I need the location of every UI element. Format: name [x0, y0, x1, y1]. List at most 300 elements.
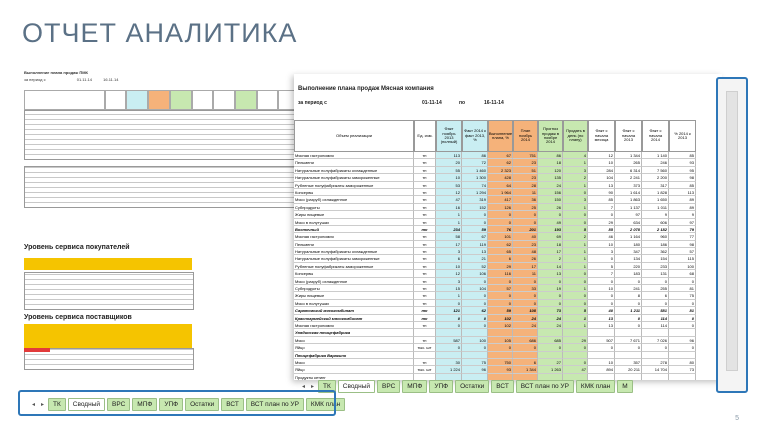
table-cell[interactable]: тн [414, 292, 436, 299]
table-cell[interactable]: 19 [538, 285, 563, 292]
table-cell[interactable]: 40 [588, 307, 615, 314]
table-cell[interactable]: 126 [488, 204, 513, 211]
table-cell[interactable]: тн [414, 255, 436, 262]
table-cell[interactable] [615, 352, 642, 359]
table-cell[interactable]: 51 [513, 167, 538, 174]
table-cell[interactable]: 606 [642, 219, 669, 226]
sheet-tab[interactable]: Остатки [455, 380, 489, 393]
table-cell[interactable]: 53 [436, 182, 462, 189]
table-cell[interactable]: 65 [488, 248, 513, 255]
row-label[interactable]: Мясо в полутушах [294, 300, 414, 307]
row-label[interactable]: Увядинская птицефабрика [294, 329, 414, 336]
sheet-nav-arrow[interactable]: ◂ [301, 384, 305, 390]
table-cell[interactable]: 135 [538, 174, 563, 181]
table-cell[interactable]: 1 [563, 322, 588, 329]
table-cell[interactable]: 57 [488, 285, 513, 292]
table-cell[interactable]: 0 [436, 315, 462, 322]
table-cell[interactable] [563, 352, 588, 359]
table-cell[interactable]: 6 [513, 359, 538, 366]
table-cell[interactable] [513, 329, 538, 336]
table-cell[interactable]: 13 [588, 182, 615, 189]
table-cell[interactable]: 507 [588, 337, 615, 344]
row-label[interactable]: Продукты кетинг [294, 374, 414, 380]
table-cell[interactable]: 0 [615, 300, 642, 307]
table-cell[interactable]: 75 [669, 292, 696, 299]
table-cell[interactable]: 0 [488, 278, 513, 285]
table-cell[interactable]: 0 [615, 278, 642, 285]
sheet-tab[interactable]: ТК [48, 398, 66, 411]
table-cell[interactable]: тн [414, 219, 436, 226]
table-cell[interactable]: 319 [462, 196, 488, 203]
table-cell[interactable]: 234 [436, 226, 462, 233]
row-label[interactable]: Субпродукты [294, 204, 414, 211]
row-label[interactable]: Жиры пищевые [294, 292, 414, 299]
table-cell[interactable]: 26 [513, 255, 538, 262]
table-cell[interactable]: 29 [588, 219, 615, 226]
table-cell[interactable]: 0 [563, 344, 588, 351]
table-cell[interactable]: 2 [538, 255, 563, 262]
table-cell[interactable]: 72 [462, 159, 488, 166]
table-cell[interactable]: 113 [436, 152, 462, 159]
sheet-tab[interactable]: М [617, 380, 632, 393]
row-label[interactable]: Красноармейский мясокомбинат [294, 315, 414, 322]
table-cell[interactable] [513, 352, 538, 359]
table-cell[interactable]: тн [414, 307, 436, 314]
row-label[interactable]: Мясная гастрономия [294, 322, 414, 329]
table-cell[interactable]: 6 314 [615, 167, 642, 174]
table-cell[interactable]: 750 [488, 359, 513, 366]
table-cell[interactable]: 180 [615, 241, 642, 248]
table-cell[interactable]: тн [414, 337, 436, 344]
table-cell[interactable]: 14 704 [642, 366, 669, 373]
table-cell[interactable]: 16 [436, 204, 462, 211]
table-cell[interactable]: 76 [488, 226, 513, 233]
table-cell[interactable]: 1 [436, 219, 462, 226]
row-label[interactable]: Натуральные полуфабрикаты охлажденные [294, 167, 414, 174]
table-cell[interactable]: 67 [488, 152, 513, 159]
table-cell[interactable]: 85 [588, 196, 615, 203]
table-cell[interactable]: 0 [488, 344, 513, 351]
table-cell[interactable]: 1 300 [462, 174, 488, 181]
table-cell[interactable]: 7 [588, 270, 615, 277]
table-cell[interactable]: 64 [488, 182, 513, 189]
table-cell[interactable]: 102 [488, 322, 513, 329]
table-cell[interactable]: 265 [615, 159, 642, 166]
table-cell[interactable]: 0 [615, 344, 642, 351]
sheet-tab[interactable]: ВРС [107, 398, 130, 411]
table-cell[interactable]: тн [414, 189, 436, 196]
table-cell[interactable]: 80 [669, 359, 696, 366]
table-cell[interactable]: 115 [669, 255, 696, 262]
table-cell[interactable]: 10 [588, 159, 615, 166]
row-label[interactable]: Рубленые полуфабрикаты замороженные [294, 182, 414, 189]
table-cell[interactable]: 0 [588, 300, 615, 307]
table-cell[interactable]: 1 344 [513, 366, 538, 373]
sheet-tab[interactable]: УПФ [159, 398, 183, 411]
table-cell[interactable]: 1 [563, 285, 588, 292]
table-cell[interactable]: 0 [462, 300, 488, 307]
table-cell[interactable]: тн [414, 196, 436, 203]
row-label[interactable]: Восточный [294, 226, 414, 233]
table-cell[interactable]: 0 [488, 211, 513, 218]
table-cell[interactable]: 1 [436, 211, 462, 218]
table-cell[interactable]: 89 [669, 196, 696, 203]
table-cell[interactable] [436, 329, 462, 336]
table-cell[interactable]: 686 [513, 337, 538, 344]
table-cell[interactable]: 1 [563, 204, 588, 211]
table-cell[interactable]: 20 211 [615, 366, 642, 373]
table-cell[interactable]: 1 460 [462, 167, 488, 174]
table-cell[interactable]: 79 [669, 226, 696, 233]
table-cell[interactable]: 0 [436, 322, 462, 329]
table-cell[interactable]: тн [414, 322, 436, 329]
table-cell[interactable]: 246 [642, 159, 669, 166]
table-cell[interactable]: 105 [488, 337, 513, 344]
table-cell[interactable]: 30 [436, 359, 462, 366]
row-label[interactable]: Мясная гастрономия [294, 152, 414, 159]
table-cell[interactable]: 73 [538, 307, 563, 314]
table-cell[interactable]: 85 [588, 226, 615, 233]
table-cell[interactable]: 1 140 [642, 152, 669, 159]
table-cell[interactable]: 17 [436, 241, 462, 248]
table-cell[interactable] [414, 329, 436, 336]
table-cell[interactable]: 152 [462, 204, 488, 211]
table-cell[interactable]: 98 [669, 174, 696, 181]
table-cell[interactable]: 47 [563, 366, 588, 373]
table-cell[interactable]: 1 011 [642, 204, 669, 211]
table-cell[interactable]: 12 [436, 189, 462, 196]
row-label[interactable]: Яйцо [294, 366, 414, 373]
table-cell[interactable]: 23 [513, 174, 538, 181]
table-cell[interactable]: 0 [563, 292, 588, 299]
table-cell[interactable]: 26 [538, 204, 563, 211]
table-cell[interactable]: 23 [513, 241, 538, 248]
table-cell[interactable] [538, 352, 563, 359]
table-cell[interactable]: 55 [436, 167, 462, 174]
table-cell[interactable]: 347 [615, 248, 642, 255]
table-cell[interactable]: 0 [462, 322, 488, 329]
table-cell[interactable]: 0 [563, 359, 588, 366]
table-cell[interactable] [488, 329, 513, 336]
table-cell[interactable]: 0 [538, 344, 563, 351]
table-cell[interactable]: 97 [615, 211, 642, 218]
table-cell[interactable] [588, 352, 615, 359]
table-cell[interactable]: 11 [513, 189, 538, 196]
table-cell[interactable]: 49 [538, 219, 563, 226]
table-cell[interactable]: 1 863 [615, 196, 642, 203]
table-cell[interactable]: 2 [563, 233, 588, 240]
table-cell[interactable]: 0 [436, 300, 462, 307]
table-cell[interactable]: 5 [588, 263, 615, 270]
table-cell[interactable]: 116 [488, 270, 513, 277]
row-label[interactable]: Мясо в полутушах [294, 219, 414, 226]
table-cell[interactable]: 0 [563, 300, 588, 307]
table-cell[interactable]: 14 [538, 263, 563, 270]
table-cell[interactable]: 0 [538, 278, 563, 285]
table-cell[interactable]: тн [414, 248, 436, 255]
table-cell[interactable]: 73 [669, 366, 696, 373]
row-label[interactable]: Субпродукты [294, 285, 414, 292]
table-cell[interactable] [436, 352, 462, 359]
table-cell[interactable]: 1 [436, 292, 462, 299]
table-cell[interactable]: 120 [538, 167, 563, 174]
table-cell[interactable]: 20 [436, 159, 462, 166]
table-cell[interactable]: 59 [488, 307, 513, 314]
sheet-tab[interactable]: МПФ [402, 380, 427, 393]
table-cell[interactable]: тыс. шт [414, 366, 436, 373]
table-cell[interactable]: 183 [615, 270, 642, 277]
table-cell[interactable]: 7 026 [642, 337, 669, 344]
sheet-tab[interactable]: КМК план [306, 398, 345, 411]
sheet-tab[interactable]: ТК [318, 380, 336, 393]
table-cell[interactable]: 0 [588, 292, 615, 299]
table-cell[interactable]: 46 [588, 233, 615, 240]
table-cell[interactable]: 57 [669, 248, 696, 255]
table-cell[interactable]: 284 [588, 167, 615, 174]
table-cell[interactable]: 15 [436, 285, 462, 292]
table-cell[interactable]: тн [414, 152, 436, 159]
table-cell[interactable]: 77 [669, 233, 696, 240]
table-cell[interactable]: 1 [563, 241, 588, 248]
table-cell[interactable]: 0 [642, 344, 669, 351]
table-cell[interactable]: 6 [642, 292, 669, 299]
row-label[interactable]: Консервы [294, 189, 414, 196]
table-cell[interactable]: 24 [513, 315, 538, 322]
table-cell[interactable]: 11 [513, 270, 538, 277]
table-cell[interactable]: 17 [513, 263, 538, 270]
table-cell[interactable]: 3 [436, 278, 462, 285]
sheet-tab[interactable]: ВСТ [221, 398, 244, 411]
table-cell[interactable] [642, 352, 669, 359]
table-cell[interactable]: 1 224 [436, 366, 462, 373]
table-cell[interactable]: тн [414, 211, 436, 218]
table-cell[interactable]: 0 [563, 270, 588, 277]
table-cell[interactable]: 58 [436, 233, 462, 240]
table-cell[interactable]: 201 [513, 226, 538, 233]
table-cell[interactable]: 90 [588, 189, 615, 196]
table-cell[interactable]: 0 [642, 278, 669, 285]
table-cell[interactable]: 75 [462, 359, 488, 366]
row-label[interactable]: Натуральные полуфабрикаты замороженные [294, 174, 414, 181]
table-cell[interactable]: 0 [513, 211, 538, 218]
table-cell[interactable]: 428 [488, 174, 513, 181]
table-cell[interactable]: тн [414, 359, 436, 366]
table-cell[interactable]: 0 [538, 211, 563, 218]
table-cell[interactable]: 24 [513, 322, 538, 329]
table-cell[interactable]: 96 [462, 366, 488, 373]
table-cell[interactable]: 9 [669, 211, 696, 218]
sheet-tab[interactable]: КМК план [576, 380, 615, 393]
table-cell[interactable]: 1 263 [538, 366, 563, 373]
table-cell[interactable]: 6 [488, 255, 513, 262]
table-cell[interactable]: 1 964 [488, 189, 513, 196]
table-cell[interactable]: 2 241 [615, 174, 642, 181]
table-cell[interactable]: тн [414, 241, 436, 248]
table-cell[interactable]: 685 [538, 337, 563, 344]
table-cell[interactable]: 0 [563, 278, 588, 285]
table-cell[interactable]: 33 [513, 285, 538, 292]
table-cell[interactable] [642, 329, 669, 336]
table-cell[interactable]: 150 [538, 196, 563, 203]
table-cell[interactable]: тн [414, 315, 436, 322]
table-cell[interactable]: 2 182 [642, 226, 669, 233]
table-cell[interactable]: 193 [538, 226, 563, 233]
sheet-tab[interactable]: ВСТ [491, 380, 514, 393]
table-cell[interactable]: 7 671 [615, 337, 642, 344]
table-cell[interactable]: тн [414, 300, 436, 307]
row-label[interactable]: Натуральные полуфабрикаты охлажденные [294, 248, 414, 255]
table-cell[interactable]: 5 [563, 307, 588, 314]
table-cell[interactable]: 13 [462, 248, 488, 255]
table-cell[interactable]: 5 [563, 226, 588, 233]
table-cell[interactable]: 241 [615, 285, 642, 292]
table-cell[interactable]: 373 [615, 182, 642, 189]
table-cell[interactable]: 0 [488, 292, 513, 299]
table-cell[interactable]: 255 [642, 285, 669, 292]
table-cell[interactable]: 48 [513, 248, 538, 255]
table-cell[interactable]: 0 [436, 344, 462, 351]
table-cell[interactable]: 317 [642, 182, 669, 189]
table-cell[interactable]: 7 560 [642, 167, 669, 174]
table-cell[interactable]: 102 [488, 315, 513, 322]
table-cell[interactable]: 362 [642, 248, 669, 255]
table-cell[interactable]: 108 [513, 307, 538, 314]
table-cell[interactable]: 0 [669, 315, 696, 322]
table-cell[interactable]: 28 [513, 182, 538, 189]
table-cell[interactable]: 634 [615, 219, 642, 226]
table-cell[interactable]: 357 [615, 359, 642, 366]
table-cell[interactable]: 97 [669, 219, 696, 226]
row-label[interactable]: Мясо [294, 359, 414, 366]
table-cell[interactable]: 93 [488, 366, 513, 373]
row-label[interactable]: Пельмени [294, 159, 414, 166]
row-label[interactable]: Мясо [294, 337, 414, 344]
table-cell[interactable]: 0 [462, 344, 488, 351]
table-cell[interactable]: 233 [642, 263, 669, 270]
table-cell[interactable]: 1 [563, 182, 588, 189]
table-cell[interactable] [669, 329, 696, 336]
table-cell[interactable]: 121 [436, 307, 462, 314]
table-cell[interactable]: 751 [513, 152, 538, 159]
sheet-tab[interactable]: Сводный [338, 380, 375, 393]
sheet-nav-arrow[interactable]: ▸ [40, 402, 44, 408]
table-cell[interactable]: 104 [462, 285, 488, 292]
table-cell[interactable]: тн [414, 159, 436, 166]
table-cell[interactable]: тн [414, 263, 436, 270]
table-cell[interactable]: 186 [642, 241, 669, 248]
table-cell[interactable]: 0 [462, 315, 488, 322]
table-cell[interactable] [538, 329, 563, 336]
table-cell[interactable]: 93 [669, 159, 696, 166]
table-cell[interactable]: 74 [462, 182, 488, 189]
table-cell[interactable]: 23 [513, 159, 538, 166]
table-cell[interactable]: 100 [669, 263, 696, 270]
table-cell[interactable]: 3 [436, 248, 462, 255]
table-cell[interactable]: 119 [462, 241, 488, 248]
table-cell[interactable]: 1 [563, 248, 588, 255]
row-label[interactable]: Натуральные полуфабрикаты замороженные [294, 255, 414, 262]
table-cell[interactable] [414, 352, 436, 359]
sheet-tab[interactable]: ВСТ план по УР [516, 380, 574, 393]
table-cell[interactable]: 24 [538, 182, 563, 189]
table-cell[interactable]: 0 [588, 255, 615, 262]
row-label[interactable]: Птицефабрика Варакино [294, 352, 414, 359]
table-cell[interactable]: 3 [563, 167, 588, 174]
table-cell[interactable]: 0 [462, 278, 488, 285]
table-cell[interactable]: 417 [488, 196, 513, 203]
table-cell[interactable]: 1 650 [642, 196, 669, 203]
table-cell[interactable]: 62 [488, 159, 513, 166]
table-cell[interactable]: тн [414, 167, 436, 174]
table-cell[interactable]: 4 [563, 152, 588, 159]
table-cell[interactable] [462, 329, 488, 336]
table-cell[interactable]: 1 [563, 315, 588, 322]
table-cell[interactable]: 154 [642, 255, 669, 262]
table-cell[interactable] [588, 329, 615, 336]
table-cell[interactable]: 278 [642, 359, 669, 366]
table-cell[interactable] [615, 329, 642, 336]
table-cell[interactable]: 1 614 [615, 189, 642, 196]
table-cell[interactable]: 0 [513, 292, 538, 299]
table-cell[interactable]: 100 [462, 337, 488, 344]
table-cell[interactable] [488, 352, 513, 359]
sheet-tab[interactable]: ВРС [377, 380, 400, 393]
table-cell[interactable]: 13 [588, 315, 615, 322]
table-cell[interactable]: 1 [563, 159, 588, 166]
table-cell[interactable]: 10 [588, 241, 615, 248]
table-cell[interactable]: 95 [669, 167, 696, 174]
table-cell[interactable]: 27 [538, 359, 563, 366]
table-cell[interactable]: 114 [642, 315, 669, 322]
table-cell[interactable]: 29 [563, 337, 588, 344]
table-cell[interactable]: 81 [669, 307, 696, 314]
table-cell[interactable]: 1 344 [615, 152, 642, 159]
row-label[interactable]: Саратовский мясокомбинат [294, 307, 414, 314]
table-cell[interactable]: 81 [669, 285, 696, 292]
table-cell[interactable]: 0 [538, 300, 563, 307]
table-cell[interactable]: 1 211 [615, 307, 642, 314]
table-cell[interactable]: 68 [669, 270, 696, 277]
table-cell[interactable]: 960 [642, 233, 669, 240]
table-cell[interactable]: тыс. шт [414, 344, 436, 351]
table-cell[interactable]: 8 [615, 292, 642, 299]
table-cell[interactable]: 62 [462, 307, 488, 314]
table-cell[interactable]: 587 [436, 337, 462, 344]
table-cell[interactable]: 25 [513, 204, 538, 211]
table-cell[interactable]: 24 [538, 322, 563, 329]
table-cell[interactable]: 114 [642, 322, 669, 329]
table-cell[interactable]: 1 [563, 263, 588, 270]
table-cell[interactable]: 2 200 [642, 174, 669, 181]
table-cell[interactable]: 1 294 [462, 189, 488, 196]
table-cell[interactable]: 59 [462, 226, 488, 233]
table-cell[interactable]: 894 [588, 366, 615, 373]
table-cell[interactable]: 12 [436, 270, 462, 277]
table-cell[interactable]: тн [414, 204, 436, 211]
table-cell[interactable]: 6 [436, 255, 462, 262]
table-cell[interactable]: 0 [513, 219, 538, 226]
table-cell[interactable]: 0 [488, 219, 513, 226]
row-label[interactable]: Мясо (разруб) охлажденное [294, 278, 414, 285]
table-cell[interactable]: 3 [563, 196, 588, 203]
table-cell[interactable] [642, 374, 669, 380]
table-cell[interactable]: 1 [563, 255, 588, 262]
table-cell[interactable]: 113 [669, 189, 696, 196]
table-cell[interactable]: 40 [513, 233, 538, 240]
table-cell[interactable]: 52 [462, 263, 488, 270]
table-cell[interactable]: 18 [538, 159, 563, 166]
table-cell[interactable]: 98 [669, 241, 696, 248]
